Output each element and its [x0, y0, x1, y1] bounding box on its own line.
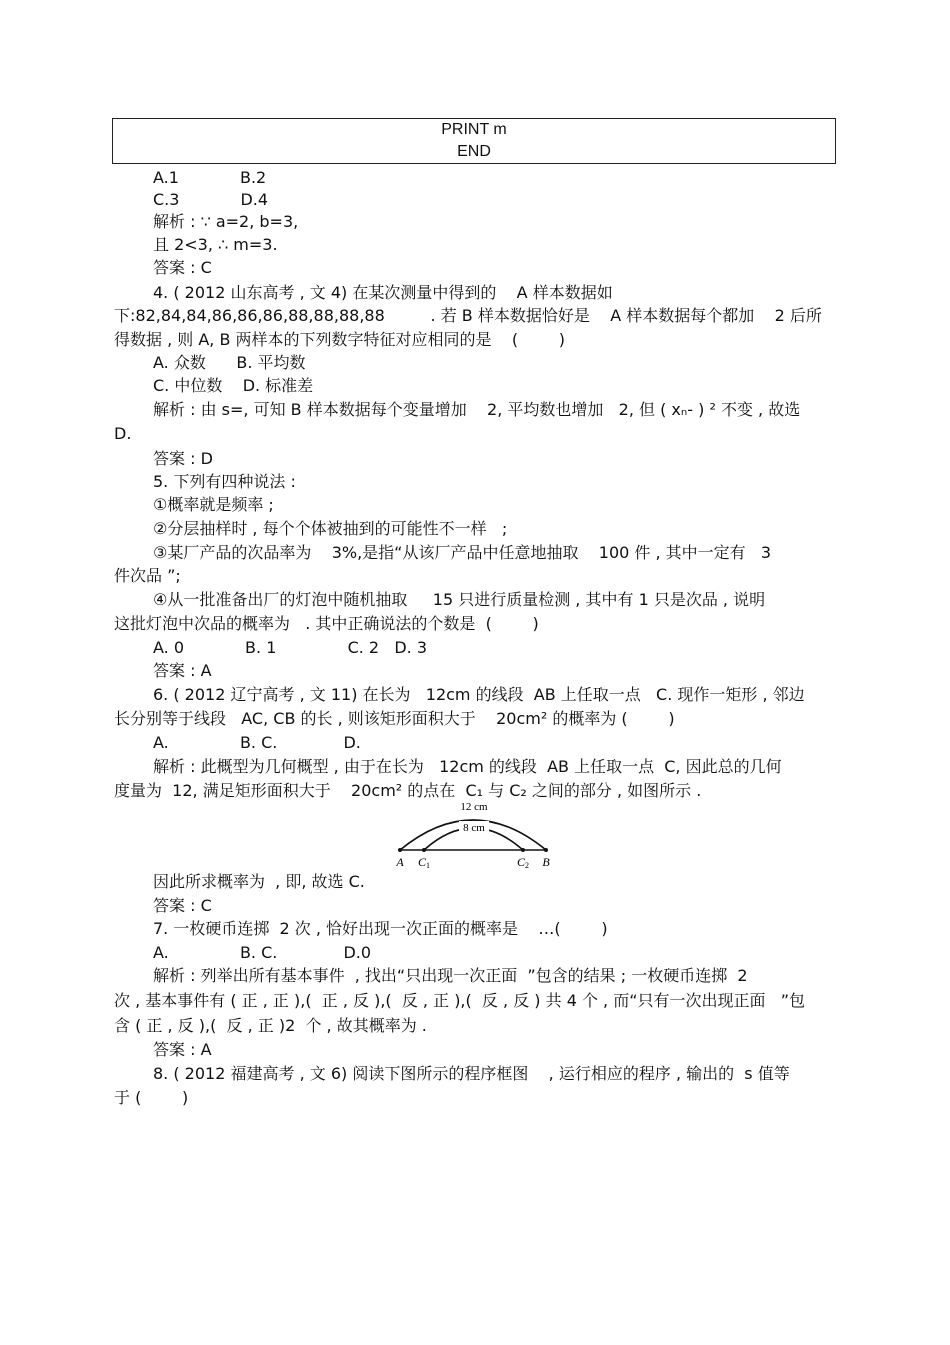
question-4-line: 得数据 , 则 A, B 两样本的下列数字特征对应相同的是 ( ): [114, 330, 566, 349]
solution-line: 解析 : ∵ a=2, b=3,: [153, 212, 299, 231]
solution-line: 解析 : 列举出所有基本事件 , 找出“只出现一次正面 ”包含的结果 ; 一枚硬币连掷 2: [153, 966, 748, 985]
statement-line: 件次品 ”;: [114, 566, 181, 585]
statement-line: ④从一批准备出厂的灯泡中随机抽取 15 只进行质量检测 , 其中有 1 只是次品 , 说明: [153, 590, 766, 609]
option-line: A. B. C. D.0: [153, 943, 372, 962]
question-5-line: 5. 下列有四种说法 :: [153, 472, 296, 491]
point-c2-dot: [521, 848, 525, 852]
program-line-end: END: [457, 143, 491, 160]
solution-line: 因此所求概率为 , 即, 故选 C.: [153, 872, 365, 891]
option-line: A. B. C. D.: [153, 733, 361, 752]
question-8-line: 8. ( 2012 福建高考 , 文 6) 阅读下图所示的程序框图 , 运行相应的程序 , 输出的 s 值等: [153, 1064, 790, 1083]
inner-length-label: 8 cm: [463, 822, 485, 834]
question-8-line: 于 ( ): [114, 1088, 189, 1107]
solution-line: 度量为 12, 满足矩形面积大于 20cm² 的点在 C₁ 与 C₂ 之间的部分 , 如图所示 .: [114, 781, 702, 800]
solution-line: 且 2<3, ∴ m=3.: [153, 235, 278, 254]
solution-line: 解析 : 由 s=, 可知 B 样本数据每个变量增加 2, 平均数也增加 2, 但 ( xₙ- ) ² 不变 , 故选: [153, 400, 801, 419]
answer-line: 答案 : A: [153, 661, 212, 680]
option-line: C.3 D.4: [153, 190, 269, 209]
point-c2-label: C2: [516, 855, 530, 870]
program-box: [112, 118, 836, 164]
outer-length-label: 12 cm: [460, 801, 488, 813]
option-line: A. 众数 B. 平均数: [153, 353, 306, 372]
point-a-dot: [398, 848, 402, 852]
statement-line: ①概率就是频率 ;: [153, 495, 274, 514]
answer-line: 答案 : D: [153, 449, 213, 468]
solution-line: 解析 : 此概型为几何概型 , 由于在长为 12cm 的线段 AB 上任取一点 C, 因此总的几何: [153, 757, 782, 776]
segment-figure: [388, 800, 568, 872]
option-line: C. 中位数 D. 标准差: [153, 376, 314, 395]
question-7-line: 7. 一枚硬币连掷 2 次 , 恰好出现一次正面的概率是 …( ): [153, 919, 608, 938]
solution-line: D.: [114, 424, 132, 443]
program-line-print: PRINT m: [441, 121, 507, 138]
statement-line: ③某厂产品的次品率为 3%,是指“从该厂产品中任意地抽取 100 件 , 其中一定有 3: [153, 543, 772, 562]
option-line: A.1 B.2: [153, 168, 267, 187]
answer-line: 答案 : A: [153, 1040, 212, 1059]
point-b-label: B: [542, 855, 550, 869]
statement-line: ②分层抽样时 , 每个个体被抽到的可能性不一样 ;: [153, 519, 508, 538]
question-6-line: 6. ( 2012 辽宁高考 , 文 11) 在长为 12cm 的线段 AB 上任取一点 C. 现作一矩形 , 邻边: [153, 685, 805, 704]
answer-line: 答案 : C: [153, 896, 212, 915]
question-4-line: 下:82,84,84,86,86,86,88,88,88,88 . 若 B 样本数据恰好是 A 样本数据每个都加 2 后所: [114, 306, 822, 325]
point-c1-label: C1: [417, 855, 431, 870]
solution-line: 次 , 基本事件有 ( 正 , 正 ),( 正 , 反 ),( 反 , 正 ),( 反 , 反 ) 共 4 个 , 而“只有一次出现正面 ”包: [114, 991, 806, 1010]
question-6-line: 长分别等于线段 AC, CB 的长 , 则该矩形面积大于 20cm² 的概率为 ( ): [114, 709, 675, 728]
point-c1-dot: [422, 848, 426, 852]
solution-line: 含 ( 正 , 反 ),( 反 , 正 )2 个 , 故其概率为 .: [114, 1016, 427, 1035]
question-4-line: 4. ( 2012 山东高考 , 文 4) 在某次测量中得到的 A 样本数据如: [153, 283, 613, 302]
point-a-label: A: [396, 855, 404, 869]
option-line: A. 0 B. 1 C. 2 D. 3: [153, 638, 428, 657]
statement-line: 这批灯泡中次品的概率为 . 其中正确说法的个数是 ( ): [114, 614, 539, 633]
point-b-dot: [544, 848, 548, 852]
answer-line: 答案 : C: [153, 258, 212, 277]
